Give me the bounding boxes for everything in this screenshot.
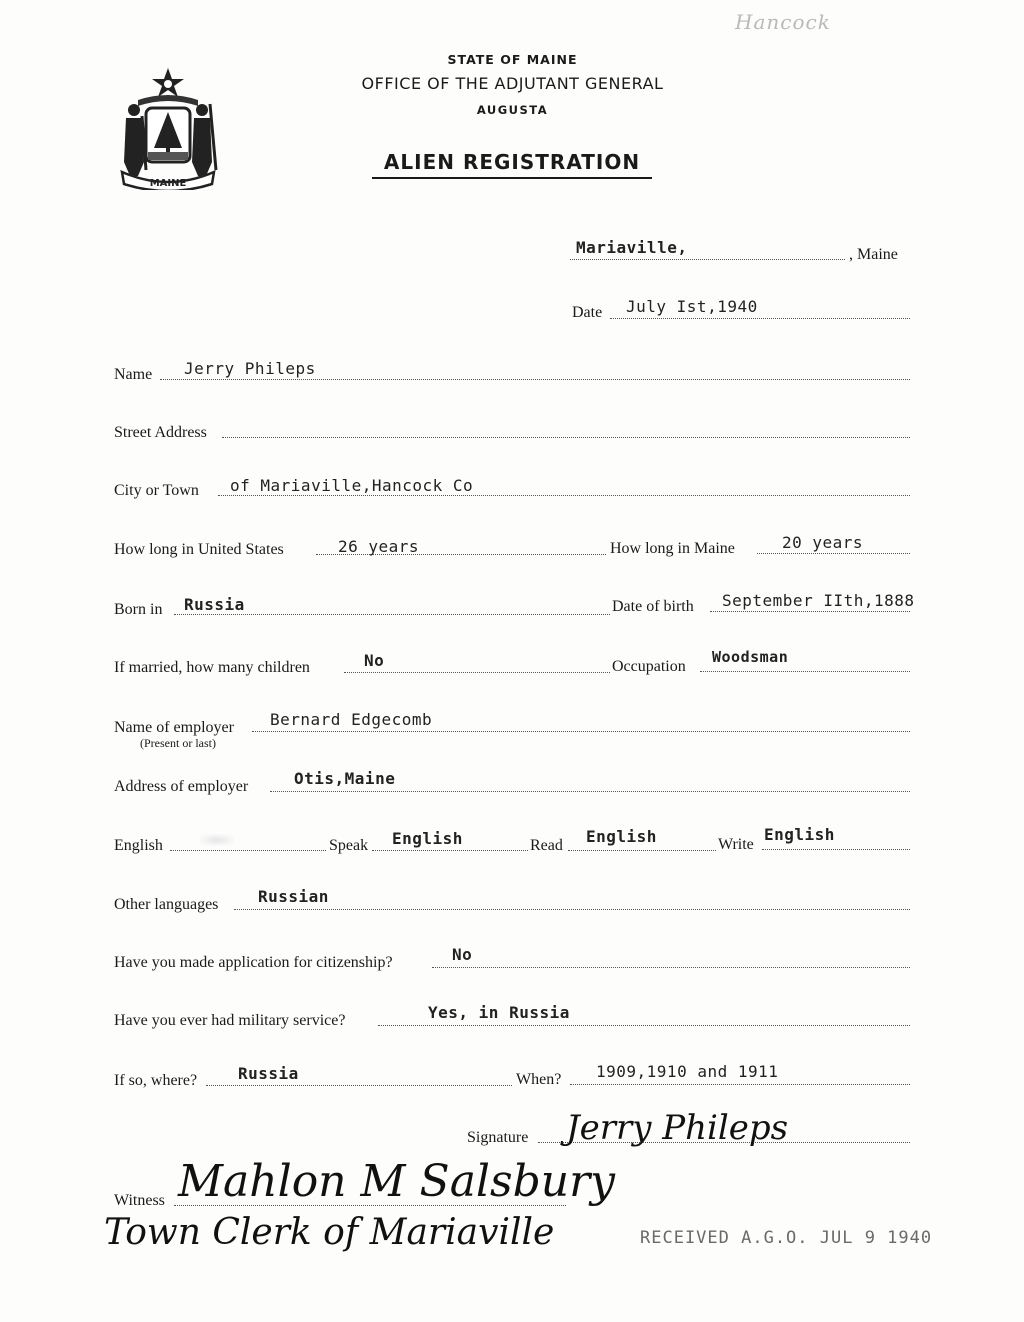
occupation-label: Occupation — [612, 658, 686, 675]
employer-name-sublabel: (Present or last) — [140, 736, 216, 750]
speak-line — [372, 850, 528, 851]
where-label: If so, where? — [114, 1072, 198, 1089]
when-line — [570, 1084, 910, 1085]
born-in-value: Russia — [184, 595, 245, 614]
date-label: Date — [572, 304, 603, 321]
received-stamp: RECEIVED A.G.O. JUL 9 1940 — [640, 1228, 933, 1248]
title-underline — [372, 177, 652, 179]
speak-value: English — [392, 829, 463, 848]
children-label: If married, how many children — [114, 659, 310, 676]
svg-text:MAINE: MAINE — [149, 178, 187, 189]
employer-address-line — [270, 791, 910, 792]
city-label: City or Town — [114, 482, 199, 499]
speak-label: Speak — [329, 837, 369, 854]
english-label: English — [114, 837, 163, 854]
header-city: AUGUSTA — [476, 103, 549, 117]
military-label: Have you ever had military service? — [114, 1012, 346, 1029]
place-value: Mariaville, — [576, 238, 688, 257]
read-label: Read — [530, 837, 563, 854]
city-line — [218, 495, 910, 496]
children-value: No — [364, 651, 385, 670]
military-line — [378, 1025, 910, 1026]
when-value: 1909,1910 and 1911 — [596, 1062, 779, 1081]
other-languages-label: Other languages — [114, 896, 219, 913]
signature-value: Jerry Phileps — [566, 1108, 789, 1148]
place-line — [570, 259, 845, 260]
how-long-maine-value: 20 years — [782, 533, 864, 552]
write-label: Write — [718, 836, 754, 853]
header-office: OFFICE OF THE ADJUTANT GENERAL — [361, 74, 664, 93]
how-long-us-value: 26 years — [338, 537, 420, 556]
street-address-label: Street Address — [114, 424, 207, 441]
read-line — [568, 850, 716, 851]
name-line — [160, 379, 910, 380]
write-line — [762, 849, 910, 850]
citizenship-label: Have you made application for citizenship? — [114, 954, 393, 971]
occupation-line — [700, 671, 910, 672]
children-line — [344, 672, 610, 673]
how-long-maine-label: How long in Maine — [610, 540, 735, 557]
form-title: ALIEN REGISTRATION — [383, 150, 641, 174]
citizenship-value: No — [452, 945, 473, 964]
read-value: English — [586, 827, 657, 846]
date-of-birth-line — [710, 611, 910, 612]
date-value: July Ist,1940 — [626, 297, 758, 316]
how-long-maine-line — [757, 553, 910, 554]
witness-title: Town Clerk of Mariaville — [104, 1212, 555, 1253]
military-value: Yes, in Russia — [428, 1003, 570, 1022]
name-label: Name — [114, 366, 153, 383]
other-languages-line — [234, 909, 910, 910]
street-address-line — [222, 437, 910, 438]
employer-name-line — [252, 731, 910, 732]
where-value: Russia — [238, 1064, 299, 1083]
write-value: English — [764, 825, 835, 844]
where-line — [206, 1085, 512, 1086]
date-of-birth-label: Date of birth — [612, 598, 694, 615]
english-line — [170, 850, 326, 851]
place-suffix: , Maine — [849, 246, 898, 263]
date-of-birth-value: September IIth,1888 — [722, 591, 915, 610]
english-erased-mark — [200, 834, 234, 846]
witness-label: Witness — [114, 1192, 165, 1209]
state-seal-icon — [112, 66, 224, 190]
born-in-line — [174, 614, 610, 615]
city-value: of Mariaville,Hancock Co — [230, 476, 474, 495]
date-line — [610, 318, 910, 319]
citizenship-line — [432, 967, 910, 968]
pencil-note: Hancock — [735, 10, 831, 34]
signature-label: Signature — [467, 1129, 529, 1146]
employer-address-label: Address of employer — [114, 778, 249, 795]
when-label: When? — [516, 1071, 562, 1088]
other-languages-value: Russian — [258, 887, 329, 906]
occupation-value: Woodsman — [712, 648, 789, 666]
employer-address-value: Otis,Maine — [294, 769, 396, 788]
name-value: Jerry Phileps — [184, 359, 316, 378]
header-state: STATE OF MAINE — [447, 52, 578, 67]
employer-name-value: Bernard Edgecomb — [270, 710, 433, 729]
how-long-us-label: How long in United States — [114, 541, 284, 558]
employer-name-label: Name of employer — [114, 719, 234, 736]
born-in-label: Born in — [114, 601, 163, 618]
witness-name: Mahlon M Salsbury — [178, 1156, 615, 1207]
